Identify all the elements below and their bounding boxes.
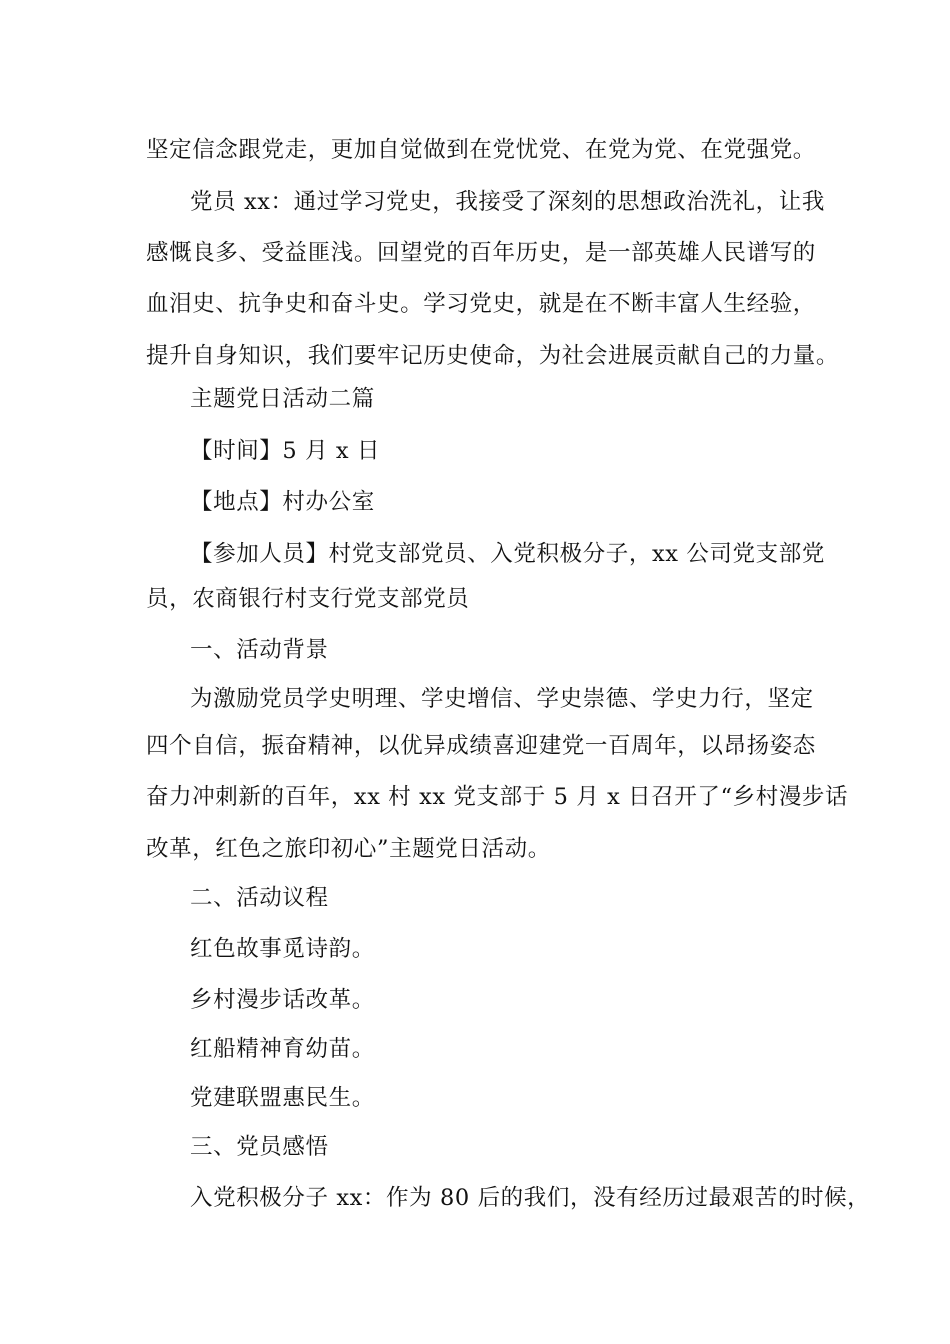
- paragraph-background: 为激励党员学史明理、学史增信、学史崇德、学史力行，坚定: [190, 686, 814, 712]
- section-title: 主题党日活动二篇: [190, 386, 375, 412]
- location-field: 【地点】村办公室: [190, 489, 375, 515]
- text-line: 奋力冲刺新的百年，xx 村 xx 党支部于 5 月 x 日召开了“乡村漫步话: [146, 784, 849, 810]
- text-line: 血泪史、抗争史和奋斗史。学习党史，就是在不断丰富人生经验，: [146, 291, 816, 317]
- agenda-item: 红色故事觅诗韵。: [190, 936, 375, 962]
- text-line: 四个自信，振奋精神，以优异成绩喜迎建党一百周年，以昂扬姿态: [146, 733, 816, 759]
- text-line: 改革，红色之旅印初心”主题党日活动。: [146, 836, 551, 862]
- agenda-item: 党建联盟惠民生。: [190, 1085, 375, 1111]
- paragraph-activist-reflection: 入党积极分子 xx：作为 80 后的我们，没有经历过最艰苦的时候，: [190, 1185, 871, 1211]
- time-field: 【时间】5 月 x 日: [190, 438, 381, 464]
- text-line: 员，农商银行村支行党支部党员: [146, 586, 470, 612]
- participants-field: 【参加人员】村党支部党员、入党积极分子，xx 公司党支部党: [190, 541, 825, 567]
- text-line: 提升自身知识，我们要牢记历史使命，为社会进展贡献自己的力量。: [146, 343, 840, 369]
- agenda-item: 乡村漫步话改革。: [190, 987, 375, 1013]
- text-line: 坚定信念跟党走，更加自觉做到在党忧党、在党为党、在党强党。: [146, 137, 816, 163]
- heading-agenda: 二、活动议程: [190, 885, 329, 911]
- agenda-item: 红船精神育幼苗。: [190, 1036, 375, 1062]
- heading-reflections: 三、党员感悟: [190, 1134, 329, 1160]
- heading-background: 一、活动背景: [190, 637, 329, 663]
- paragraph-party-member-reflection: 党员 xx：通过学习党史，我接受了深刻的思想政治洗礼，让我: [190, 189, 825, 215]
- text-line: 感慨良多、受益匪浅。回望党的百年历史，是一部英雄人民谱写的: [146, 240, 816, 266]
